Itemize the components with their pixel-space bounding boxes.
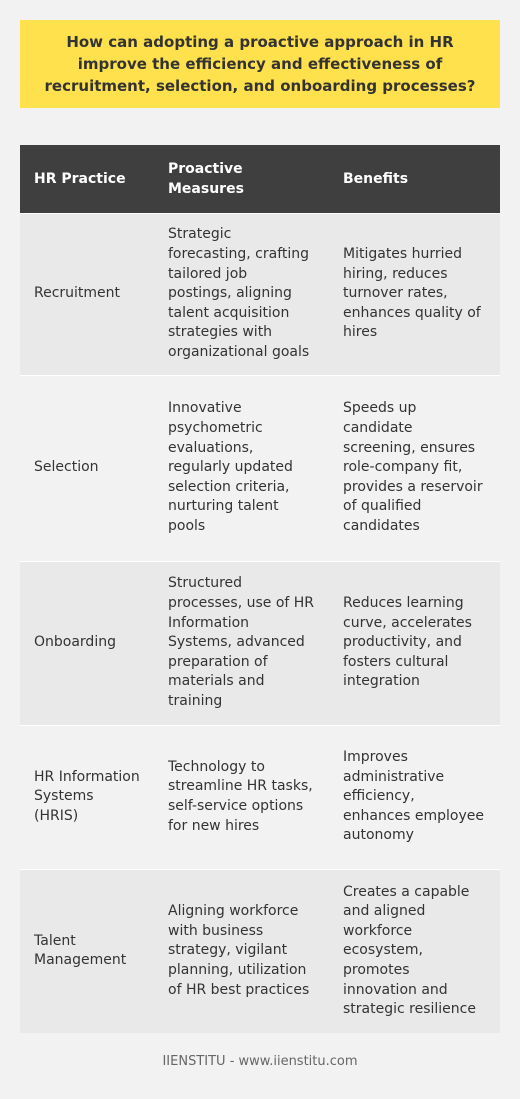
benefits-cell: Speeds up candidate screening, ensures role-company fit, provides a reservoir of qualified candidates	[329, 375, 500, 561]
benefits-cell: Creates a capable and aligned workforce ecosystem, promotes innovation and strategic resilience	[329, 869, 500, 1033]
table-header-row	[20, 145, 500, 213]
header-benefits: Benefits	[329, 145, 500, 213]
question-title: How can adopting a proactive approach in HR improve the efficiency and effectiveness of recruitment, selection, and onboarding processes?	[44, 33, 476, 95]
header-hr-practice: HR Practice	[20, 145, 154, 213]
practice-cell: HR Information Systems (HRIS)	[20, 725, 154, 869]
question-box	[20, 20, 500, 108]
practice-cell: Recruitment	[20, 213, 154, 375]
benefits-cell: Mitigates hurried hiring, reduces turnover rates, enhances quality of hires	[329, 213, 500, 375]
table-row	[20, 213, 500, 375]
practice-cell: Onboarding	[20, 561, 154, 725]
header-proactive-measures: Proactive Measures	[154, 145, 329, 213]
measures-cell: Innovative psychometric evaluations, regularly updated selection criteria, nurturing talent pools	[154, 375, 329, 561]
hr-practices-table	[20, 145, 500, 1033]
benefits-cell: Improves administrative efficiency, enhances employee autonomy	[329, 725, 500, 869]
practice-cell: Talent Management	[20, 869, 154, 1033]
footer-credit: IIENSTITU - www.iienstitu.com	[162, 1054, 358, 1069]
table-row	[20, 561, 500, 725]
benefits-cell: Reduces learning curve, accelerates productivity, and fosters cultural integration	[329, 561, 500, 725]
measures-cell: Aligning workforce with business strategy, vigilant planning, utilization of HR best practices	[154, 869, 329, 1033]
table-row	[20, 869, 500, 1033]
practice-cell: Selection	[20, 375, 154, 561]
measures-cell: Structured processes, use of HR Information Systems, advanced preparation of materials and training	[154, 561, 329, 725]
measures-cell: Technology to streamline HR tasks, self-service options for new hires	[154, 725, 329, 869]
table-row	[20, 375, 500, 561]
table-row	[20, 725, 500, 869]
measures-cell: Strategic forecasting, crafting tailored job postings, aligning talent acquisition strategies with organizational goals	[154, 213, 329, 375]
